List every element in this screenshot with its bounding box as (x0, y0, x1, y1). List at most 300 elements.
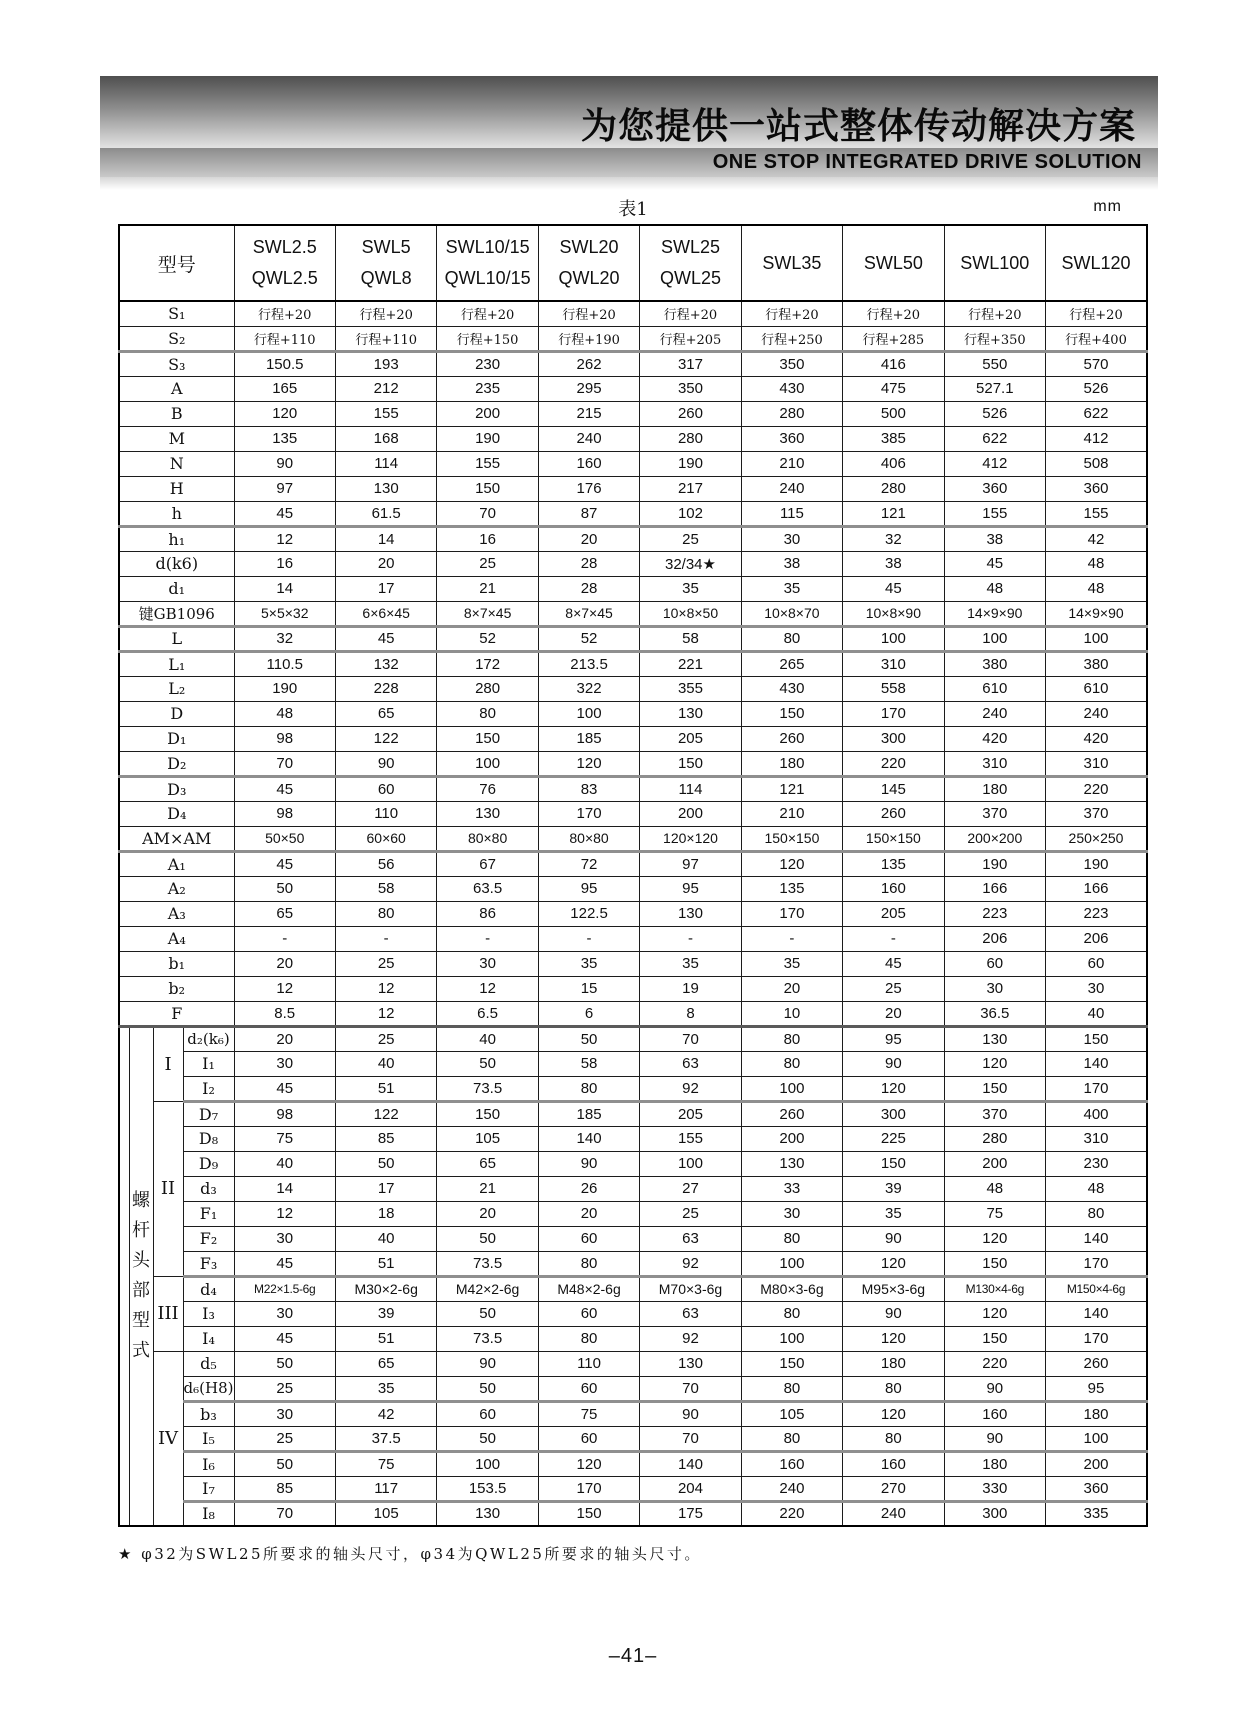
table-cell: 622 (1046, 401, 1147, 426)
table-cell: 150 (741, 701, 842, 726)
table-cell: 58 (538, 1051, 639, 1076)
table-cell: 95 (538, 876, 639, 901)
table-cell: 60 (538, 1301, 639, 1326)
table-cell: 205 (640, 1101, 741, 1126)
row-label: B (119, 401, 234, 426)
table-cell: 51 (335, 1076, 436, 1101)
table-cell: 行程+20 (538, 301, 639, 326)
table-cell: 190 (1046, 851, 1147, 876)
table-row (119, 1126, 1147, 1151)
table-cell: 50 (437, 1301, 538, 1326)
table-cell: 220 (944, 1351, 1045, 1376)
table-cell: 20 (234, 1026, 335, 1051)
column-header (843, 225, 944, 301)
table-cell: 120 (538, 751, 639, 776)
table-cell: 110 (538, 1351, 639, 1376)
table-cell: 60 (944, 951, 1045, 976)
table-cell: 150 (640, 751, 741, 776)
table-cell: 385 (843, 426, 944, 451)
column-header-line: QWL10/15 (444, 268, 531, 288)
table-cell: 120 (843, 1251, 944, 1276)
table-cell: 90 (843, 1051, 944, 1076)
table-row (119, 1451, 1147, 1476)
table-row (119, 726, 1147, 751)
column-header-line: SWL35 (762, 252, 822, 273)
table-cell: 20 (843, 1001, 944, 1026)
table-cell: 170 (1046, 1076, 1147, 1101)
table-cell: 213.5 (538, 651, 639, 676)
row-label: I₆ (183, 1451, 234, 1476)
row-label: L₂ (119, 676, 234, 701)
table-cell: 370 (944, 1101, 1045, 1126)
table-cell: 35 (640, 576, 741, 601)
table-cell: 45 (234, 776, 335, 801)
table-cell: 30 (944, 976, 1045, 1001)
table-cell: 37.5 (335, 1426, 436, 1451)
table-cell: 120 (538, 1451, 639, 1476)
table-row (119, 1226, 1147, 1251)
table-cell: 52 (437, 626, 538, 651)
table-cell: 25 (437, 551, 538, 576)
table-cell: 166 (944, 876, 1045, 901)
table-cell: 10×8×70 (741, 601, 842, 626)
table-cell: 260 (640, 401, 741, 426)
table-cell: 90 (843, 1301, 944, 1326)
table-cell: 155 (640, 1126, 741, 1151)
row-label: S₂ (119, 326, 234, 351)
table-cell: 160 (741, 1451, 842, 1476)
table-cell: 45 (234, 851, 335, 876)
table-cell: 36.5 (944, 1001, 1045, 1026)
table-row (119, 701, 1147, 726)
table-cell: 130 (437, 1501, 538, 1526)
table-cell: 130 (640, 701, 741, 726)
table-cell: M80×3-6g (741, 1276, 842, 1301)
row-label: A₄ (119, 926, 234, 951)
table-cell: 90 (335, 751, 436, 776)
table-cell: 32 (234, 626, 335, 651)
unit-label: mm (1093, 198, 1122, 215)
table-cell: M42×2-6g (437, 1276, 538, 1301)
table-row (119, 401, 1147, 426)
table-cell: 223 (944, 901, 1045, 926)
table-cell: 行程+285 (843, 326, 944, 351)
table-cell: 105 (335, 1501, 436, 1526)
table-cell: 120 (944, 1226, 1045, 1251)
table-cell: 622 (944, 426, 1045, 451)
table-row (119, 301, 1147, 326)
row-label: d₁ (119, 576, 234, 601)
table-cell: 170 (741, 901, 842, 926)
table-cell: 225 (843, 1126, 944, 1151)
table-cell: 90 (944, 1376, 1045, 1401)
table-cell: 90 (437, 1351, 538, 1376)
table-cell: 190 (234, 676, 335, 701)
table-cell: 110.5 (234, 651, 335, 676)
row-label: F₁ (183, 1201, 234, 1226)
banner-fade-strip (100, 177, 1158, 190)
table-cell: 98 (234, 801, 335, 826)
table-cell: 80 (741, 1051, 842, 1076)
table-cell: 48 (1046, 576, 1147, 601)
section-label-char: 部 (132, 1280, 150, 1302)
table-cell: 8×7×45 (437, 601, 538, 626)
table-cell: 100 (741, 1076, 842, 1101)
table-cell: 5×5×32 (234, 601, 335, 626)
table-cell: 60×60 (335, 826, 436, 851)
table-cell: 240 (538, 426, 639, 451)
table-cell: 155 (1046, 501, 1147, 526)
table-cell: 65 (335, 701, 436, 726)
table-cell: 35 (640, 951, 741, 976)
table-cell: 100 (741, 1326, 842, 1351)
table-cell: 行程+20 (944, 301, 1045, 326)
table-cell: 65 (234, 901, 335, 926)
column-header (944, 225, 1045, 301)
row-label: I₂ (183, 1076, 234, 1101)
table-cell: 14 (234, 576, 335, 601)
table-cell: 30 (1046, 976, 1147, 1001)
table-cell: 8 (640, 1001, 741, 1026)
row-label: D (119, 701, 234, 726)
table-cell: 8×7×45 (538, 601, 639, 626)
table-cell: 558 (843, 676, 944, 701)
table-cell: 140 (538, 1126, 639, 1151)
row-label: S₁ (119, 301, 234, 326)
table-cell: 610 (944, 676, 1045, 701)
table-row (119, 1376, 1147, 1401)
corner-label: 型号 (119, 225, 234, 301)
row-label: I₅ (183, 1426, 234, 1451)
table-cell: 430 (741, 676, 842, 701)
table-cell: 80 (741, 1376, 842, 1401)
table-cell: 行程+250 (741, 326, 842, 351)
table-cell: 217 (640, 476, 741, 501)
table-cell: 185 (538, 726, 639, 751)
table-cell: 12 (437, 976, 538, 1001)
table-cell: 260 (741, 726, 842, 751)
table-cell: 行程+20 (437, 301, 538, 326)
table-cell: 416 (843, 351, 944, 376)
table-cell: 205 (640, 726, 741, 751)
row-label: S₃ (119, 351, 234, 376)
table-cell: 206 (1046, 926, 1147, 951)
row-label: h₁ (119, 526, 234, 551)
table-cell: 265 (741, 651, 842, 676)
table-cell: 73.5 (437, 1076, 538, 1101)
table-cell: 12 (234, 1201, 335, 1226)
table-cell: 50 (538, 1026, 639, 1051)
banner-sub-bar (100, 148, 1158, 177)
table-cell: 180 (944, 776, 1045, 801)
table-cell: M95×3-6g (843, 1276, 944, 1301)
table-cell: 130 (437, 801, 538, 826)
table-cell: 17 (335, 1176, 436, 1201)
table-cell: 150 (843, 1151, 944, 1176)
table-cell: 40 (234, 1151, 335, 1176)
table-cell: 130 (640, 901, 741, 926)
table-cell: 行程+190 (538, 326, 639, 351)
table-cell: 20 (437, 1201, 538, 1226)
table-cell: 52 (538, 626, 639, 651)
table-cell: M130×4-6g (944, 1276, 1045, 1301)
table-cell: 38 (944, 526, 1045, 551)
table-cell: 73.5 (437, 1251, 538, 1276)
table-cell: 50 (234, 876, 335, 901)
table-cell: - (640, 926, 741, 951)
table-cell: 85 (234, 1476, 335, 1501)
table-cell: 406 (843, 451, 944, 476)
table-cell: 200 (437, 401, 538, 426)
header-banner (100, 76, 1158, 190)
table-cell: 63.5 (437, 876, 538, 901)
table-cell: 200 (640, 801, 741, 826)
table-cell: 72 (538, 851, 639, 876)
table-cell: 48 (1046, 1176, 1147, 1201)
table-cell: 17 (335, 576, 436, 601)
table-cell: 12 (234, 976, 335, 1001)
table-cell: 210 (741, 451, 842, 476)
table-cell: 80 (335, 901, 436, 926)
table-cell: 35 (741, 951, 842, 976)
table-cell: 240 (1046, 701, 1147, 726)
table-cell: 350 (741, 351, 842, 376)
row-label: d₆(H8) (183, 1376, 234, 1401)
table-cell: 12 (234, 526, 335, 551)
table-cell: 92 (640, 1251, 741, 1276)
table-cell: 105 (437, 1126, 538, 1151)
row-label: D₈ (183, 1126, 234, 1151)
table-cell: 135 (234, 426, 335, 451)
table-cell: 63 (640, 1226, 741, 1251)
table-cell: 35 (741, 576, 842, 601)
table-row (119, 1401, 1147, 1426)
table-cell: 150 (437, 476, 538, 501)
table-cell: 48 (234, 701, 335, 726)
table-cell: 500 (843, 401, 944, 426)
table-cell: 63 (640, 1301, 741, 1326)
table-cell: 190 (640, 451, 741, 476)
table-cell: 508 (1046, 451, 1147, 476)
table-cell: 150 (944, 1251, 1045, 1276)
table-cell: 160 (538, 451, 639, 476)
column-header (1046, 225, 1147, 301)
table-cell: 160 (843, 876, 944, 901)
row-label: F₂ (183, 1226, 234, 1251)
table-cell: 100 (437, 1451, 538, 1476)
table-cell: 105 (741, 1401, 842, 1426)
table-row (119, 351, 1147, 376)
table-cell: 122 (335, 1101, 436, 1126)
table-cell: 610 (1046, 676, 1147, 701)
table-cell: 221 (640, 651, 741, 676)
table-cell: 100 (843, 626, 944, 651)
table-cell: 176 (538, 476, 639, 501)
table-cell: 行程+20 (1046, 301, 1147, 326)
table-cell: - (741, 926, 842, 951)
table-cell: 135 (741, 876, 842, 901)
table-row (119, 776, 1147, 801)
table-cell: 95 (640, 876, 741, 901)
banner-main-bar (100, 76, 1158, 148)
table-row (119, 376, 1147, 401)
table-cell: 83 (538, 776, 639, 801)
group-numeral: IV (153, 1351, 183, 1526)
table-cell: 95 (1046, 1376, 1147, 1401)
table-cell: 48 (944, 1176, 1045, 1201)
table-cell: 150 (944, 1076, 1045, 1101)
table-cell: 12 (335, 976, 436, 1001)
table-row (119, 1076, 1147, 1101)
column-header (437, 225, 538, 301)
row-label: D₇ (183, 1101, 234, 1126)
table-cell: 165 (234, 376, 335, 401)
banner-title-en: ONE STOP INTEGRATED DRIVE SOLUTION (712, 151, 1142, 173)
section-label-char: 杆 (132, 1220, 150, 1242)
table-cell: 350 (640, 376, 741, 401)
table-cell: 230 (437, 351, 538, 376)
table-cell: 16 (437, 526, 538, 551)
table-cell: 210 (741, 801, 842, 826)
table-cell: 155 (944, 501, 1045, 526)
table-cell: 60 (335, 776, 436, 801)
table-cell: 80 (1046, 1201, 1147, 1226)
table-cell: 230 (1046, 1151, 1147, 1176)
table-cell: 360 (1046, 1476, 1147, 1501)
table-cell: 205 (843, 901, 944, 926)
row-label: A₁ (119, 851, 234, 876)
table-cell: 92 (640, 1076, 741, 1101)
table-cell: 行程+400 (1046, 326, 1147, 351)
table-cell: 153.5 (437, 1476, 538, 1501)
table-cell: 45 (843, 576, 944, 601)
table-cell: 21 (437, 576, 538, 601)
table-cell: 行程+20 (640, 301, 741, 326)
row-label: F₃ (183, 1251, 234, 1276)
table-cell: 40 (335, 1051, 436, 1076)
table-row (119, 1476, 1147, 1501)
table-cell: 370 (944, 801, 1045, 826)
table-cell: 50 (234, 1351, 335, 1376)
table-cell: 260 (843, 801, 944, 826)
table-cell: 180 (944, 1451, 1045, 1476)
table-cell: 300 (843, 1101, 944, 1126)
table-row (119, 1301, 1147, 1326)
table-cell: 51 (335, 1251, 436, 1276)
row-label: b₂ (119, 976, 234, 1001)
table-cell: M22×1.5-6g (234, 1276, 335, 1301)
table-cell: 110 (335, 801, 436, 826)
table-cell: 97 (640, 851, 741, 876)
table-cell: 180 (843, 1351, 944, 1376)
table-cell: 14×9×90 (944, 601, 1045, 626)
table-row (119, 676, 1147, 701)
table-row (119, 1026, 1147, 1051)
section-label (129, 1026, 153, 1526)
table-row (119, 501, 1147, 526)
table-cell: 80 (843, 1376, 944, 1401)
table-cell: 114 (335, 451, 436, 476)
table-row (119, 1201, 1147, 1226)
table-cell: 250×250 (1046, 826, 1147, 851)
left-strip (119, 1026, 129, 1526)
table-cell: 48 (944, 576, 1045, 601)
table-cell: 380 (944, 651, 1045, 676)
table-row (119, 876, 1147, 901)
table-cell: 14 (234, 1176, 335, 1201)
row-label: I₃ (183, 1301, 234, 1326)
table-cell: 262 (538, 351, 639, 376)
table-cell: 120 (944, 1301, 1045, 1326)
table-cell: 206 (944, 926, 1045, 951)
table-cell: 行程+150 (437, 326, 538, 351)
table-cell: 215 (538, 401, 639, 426)
table-cell: - (843, 926, 944, 951)
section-label-char: 式 (132, 1340, 150, 1362)
table-cell: 166 (1046, 876, 1147, 901)
table-cell: - (335, 926, 436, 951)
table-cell: 行程+20 (335, 301, 436, 326)
table-row (119, 1176, 1147, 1201)
table-cell: 100 (1046, 626, 1147, 651)
table-cell: 30 (234, 1051, 335, 1076)
table-row (119, 1251, 1147, 1276)
table-cell: 240 (843, 1501, 944, 1526)
table-cell: 145 (843, 776, 944, 801)
table-cell: 280 (741, 401, 842, 426)
row-label: D₉ (183, 1151, 234, 1176)
table-cell: 76 (437, 776, 538, 801)
table-cell: 75 (234, 1126, 335, 1151)
table-cell: 38 (843, 551, 944, 576)
table-cell: 430 (741, 376, 842, 401)
column-header-line: QWL20 (558, 268, 620, 288)
table-cell: 120 (843, 1326, 944, 1351)
table-cell: 30 (741, 526, 842, 551)
table-row (119, 1276, 1147, 1301)
table-cell: 300 (843, 726, 944, 751)
table-cell: 10 (741, 1001, 842, 1026)
table-cell: 19 (640, 976, 741, 1001)
table-cell: 75 (944, 1201, 1045, 1226)
table-cell: 550 (944, 351, 1045, 376)
table-cell: 310 (1046, 1126, 1147, 1151)
table-cell: 260 (741, 1101, 842, 1126)
table-cell: 95 (843, 1026, 944, 1051)
table-cell: 150 (741, 1351, 842, 1376)
table-cell: M30×2-6g (335, 1276, 436, 1301)
table-cell: 400 (1046, 1101, 1147, 1126)
caption-row (118, 195, 1148, 221)
table-cell: 32 (843, 526, 944, 551)
row-label: M (119, 426, 234, 451)
table-cell: 130 (640, 1351, 741, 1376)
table-cell: 6 (538, 1001, 639, 1026)
table-cell: 150 (437, 1101, 538, 1126)
table-row (119, 476, 1147, 501)
table-cell: 30 (234, 1401, 335, 1426)
table-cell: 60 (1046, 951, 1147, 976)
row-label: 键GB1096 (119, 601, 234, 626)
table-cell: 100 (944, 626, 1045, 651)
table-row (119, 626, 1147, 651)
table-cell: 21 (437, 1176, 538, 1201)
table-cell: 190 (944, 851, 1045, 876)
table-cell: 行程+205 (640, 326, 741, 351)
table-cell: 60 (437, 1401, 538, 1426)
column-header (741, 225, 842, 301)
table-cell: 90 (234, 451, 335, 476)
